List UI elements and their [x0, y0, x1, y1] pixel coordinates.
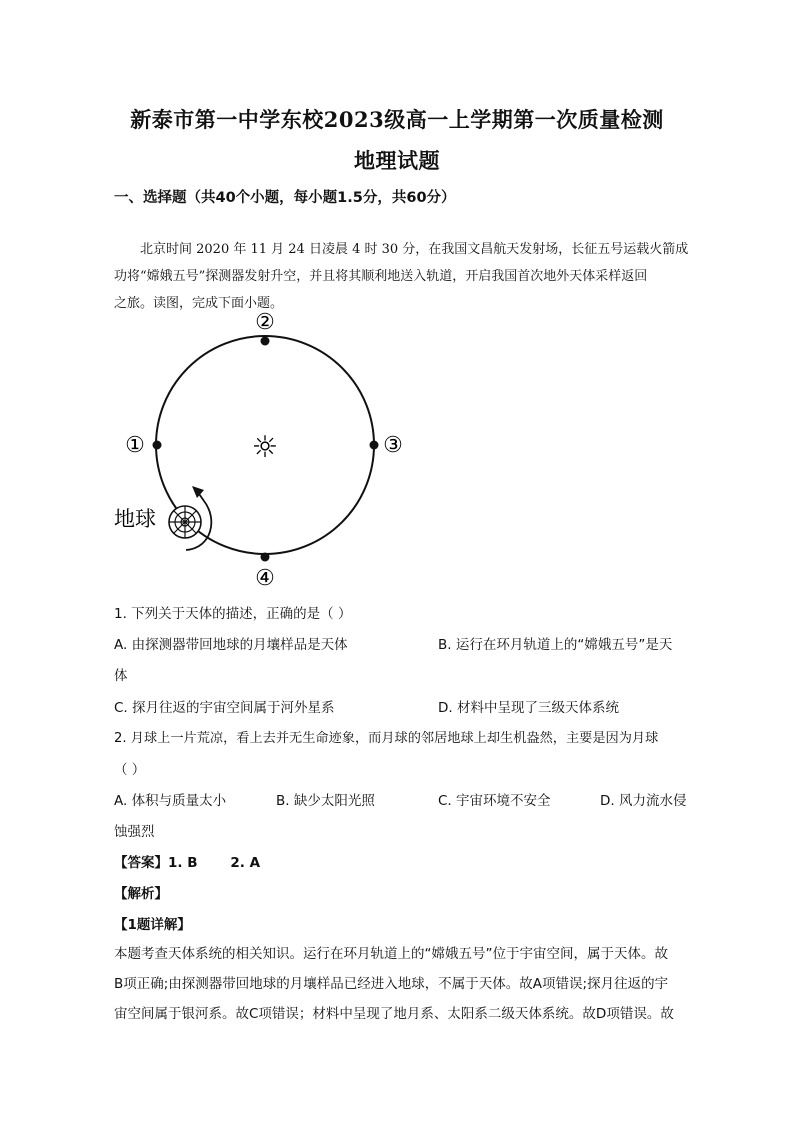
material-line: 北京时间 2020 年 11 月 24 日凌晨 4 时 30 分，在我国文昌航天发射场，长征五号运载火箭成 — [140, 242, 689, 257]
position-label-3: ③ — [383, 433, 403, 458]
question-2-stem-paren: （ ） — [114, 762, 146, 778]
question-1-option-b-cont: 体 — [114, 668, 128, 684]
earth-label: 地球 — [114, 507, 156, 531]
question-1-option-c: C. 探月往返的宇宙空间属于河外星系 — [114, 700, 335, 716]
page-subtitle: 地理试题 — [354, 148, 440, 173]
question-2-option-d: D. 风力流水侵 — [600, 793, 687, 809]
answer-line — [114, 851, 260, 871]
question-2-option-a: A. 体积与质量太小 — [114, 793, 227, 809]
question-2-option-d-cont: 蚀强烈 — [114, 824, 155, 840]
question-2-stem: 2. 月球上一片荒凉，看上去并无生命迹象，而月球的邻居地球上却生机盎然，主要是因为月球 — [114, 731, 659, 746]
question-1-option-d: D. 材料中呈现了三级天体系统 — [438, 700, 619, 716]
question-1-option-a: A. 由探测器带回地球的月壤样品是天体 — [114, 637, 348, 653]
material-line: 之旅。读图，完成下面小题。 — [114, 296, 284, 311]
analysis-line: B项正确;由探测器带回地球的月壤样品已经进入地球，不属于天体。故A项错误;探月往返的宇 — [114, 976, 669, 992]
analysis-line: 本题考查天体系统的相关知识。运行在环月轨道上的“嫦娥五号”位于宇宙空间，属于天体。故 — [114, 946, 668, 962]
orbit-diagram — [100, 305, 420, 595]
answer-label: 【答案】 — [114, 855, 168, 871]
page-title: 新泰市第一中学东校2023级高一上学期第一次质量检测 — [130, 107, 664, 132]
answer-text: 1. B 2. A — [168, 855, 261, 871]
analysis-q1-label: 【1题详解】 — [114, 917, 191, 933]
arrow-head-icon — [192, 486, 204, 498]
sun-icon: ☼ — [251, 430, 279, 465]
position-label-1: ① — [125, 433, 145, 458]
question-2-option-b: B. 缺少太阳光照 — [276, 793, 375, 809]
question-1-stem: 1. 下列关于天体的描述，正确的是（ ） — [114, 606, 352, 622]
analysis-line: 宙空间属于银河系。故C项错误；材料中呈现了地月系、太阳系二级天体系统。故D项错误。故 — [114, 1006, 674, 1022]
earth-icon — [169, 506, 201, 538]
position-label-2: ② — [255, 310, 275, 335]
question-1-option-b: B. 运行在环月轨道上的“嫦娥五号”是天 — [438, 637, 673, 653]
analysis-label: 【解析】 — [114, 886, 168, 902]
position-label-4: ④ — [255, 566, 275, 591]
question-2-option-c: C. 宇宙环境不安全 — [438, 793, 551, 809]
orbit-point-3 — [370, 441, 379, 450]
section-heading: 一、选择题（共40个小题，每小题1.5分，共60分） — [114, 190, 456, 206]
material-line: 功将“嫦娥五号”探测器发射升空，并且将其顺利地送入轨道，开启我国首次地外天体采样返回 — [114, 269, 648, 284]
analysis-q1-text — [114, 939, 700, 1029]
orbit-point-1 — [153, 441, 162, 450]
orbit-point-4 — [261, 553, 270, 562]
orbit-point-2 — [261, 337, 270, 346]
